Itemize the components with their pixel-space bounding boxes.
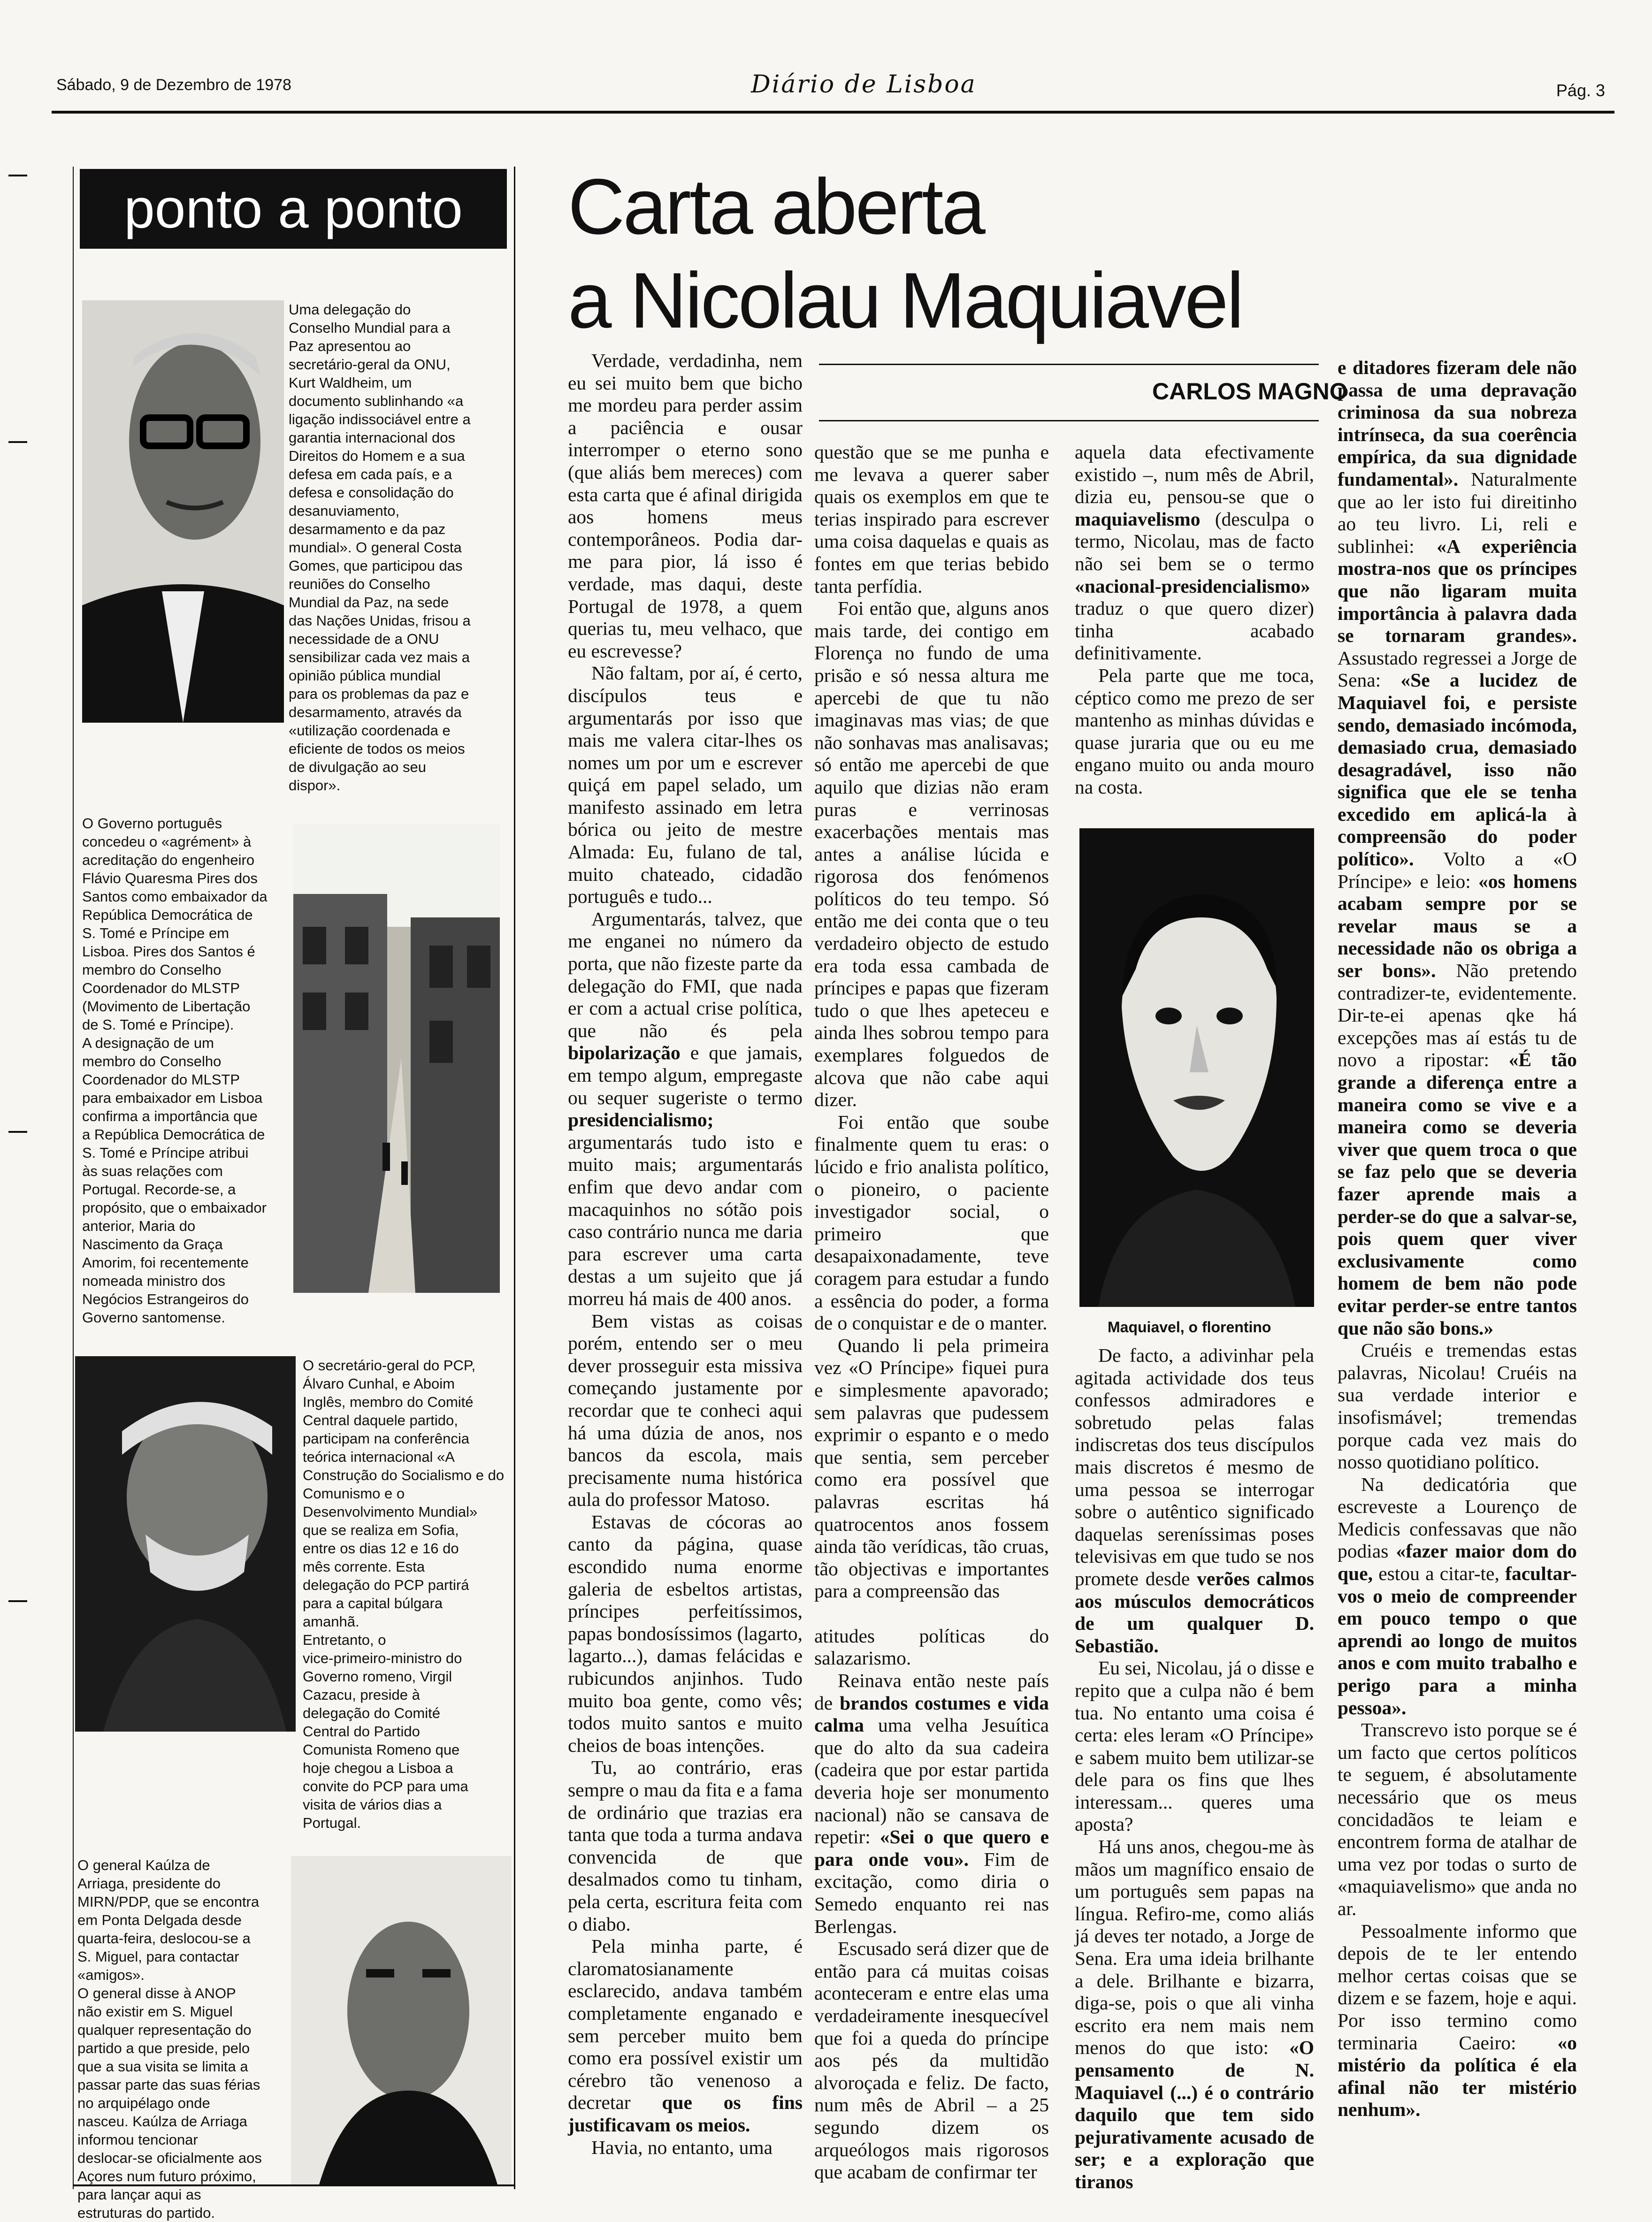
- portrait-caption: Maquiavel, o florentino: [1108, 1319, 1271, 1336]
- byline-rule-bottom: [819, 420, 1319, 421]
- article-byline: CARLOS MAGNO: [1152, 378, 1348, 405]
- brief-photo-street: [293, 824, 500, 1293]
- sidebar-border-left: [73, 167, 74, 2189]
- issue-date: Sábado, 9 de Dezembro de 1978: [56, 76, 291, 94]
- brief-photo-portrait: [82, 300, 284, 723]
- article-headline-line2: a Nicolau Maquiavel: [568, 256, 1242, 344]
- page-header: [56, 70, 1614, 103]
- article-column-4: e ditadores fizeram dele não passa de uma depravação criminosa da sua nobreza intrínseca, da sua coerência empírica, da sua dignidade fundamental». Naturalmente que ao ler isto fui direitinho ao teu livro. Li, reli e sublinhei: «A experiência mostra-nos que os príncipes que não ligaram muita importância à palavra dada se tornaram grandes». Assustado regressei a Jorge de Sena: «Se a lucidez de Maquiavel foi, e persiste sendo, demasiado incómoda, demasiado crua, demasiado desagradável, isso não significa que ele se tenha excedido em aplicá-la à compreensão do poder político». Volto a «O Príncipe» e leio: «os homens acabam sempre por se revelar maus se a necessidade não os obriga a ser bons». Não pretendo contradizer-te, evidentemente. Dir-te-ei apenas qke há excepções mas aí estás tu de novo a ripostar: «É tão grande a diferença entre a maneira como se vive e a maneira como se deveria viver que quem troca o que se faz pelo que se deveria fazer aprende mais a perder-se do que a salvar-se, pois quem quer viver exclusivamente como homem de bem não pode evitar perder-se entre tantos que não são bons.» Cruéis e tremendas estas palavras, Nicolau! Cruéis na sua verdade interior e insofismável; tremendas porque cada vez mais do nosso quotidiano político. Na dedicatória que escreveste a Lourenço de Medicis confessavas que não podias «fazer maior dom do que, estou a citar-te, facultar-vos o meio de compreender em pouco tempo o que aprendi ao longo de muitos anos e com muito trabalho e perigo para a minha pessoa». Transcrevo isto porque se é um facto que certos políticos te seguem, é absolutamente necessário que os meus concidadãos te leiam e encontrem forma de atalhar de uma vez por todas o surto de «maquiavelismo» que anda no ar. Pessoalmente informo que depois de te ler entendo melhor certas coisas que se dizem e se fazem, hoje e aqui. Por isso termino como terminaria Caeiro: «o mistério da política é ela afinal não ter mistério nenhum».: [1338, 357, 1577, 2121]
- section-kicker: ponto a ponto: [80, 169, 507, 249]
- newspaper-title: Diário de Lisboa: [751, 70, 977, 99]
- brief-text-2: O Governo português concedeu o «agrément» à acreditação do engenheiro Flávio Quaresma Pires dos Santos como embaixador da República Democrática de S. Tomé e Príncipe em Lisboa. Pires dos Santos é membro do Conselho Coordenador do MLSTP (Movimento de Libertação de S. Tomé e Príncipe). A designação de um membro do Conselho Coordenador do MLSTP para embaixador em Lisboa confirma a importância que a República Democrática de S. Tomé e Príncipe atribui às suas relações com Portugal. Recorde-se, a propósito, que o embaixador anterior, Maria do Nascimento da Graça Amorim, foi recentemente nomeada ministro dos Negócios Estrangeiros do Governo santomense.: [82, 815, 268, 1326]
- article-column-3-top: aquela data efectivamente existido –, num mês de Abril, dizia eu, pensou-se que o maquiavelismo (desculpa o termo, Nicolau, mas de facto não sei bem se o termo «nacional-presidencialismo» traduz o que quero dizer) tinha acabado definitivamente. Pela parte que me toca, céptico como me prezo de ser mantenho as minhas dúvidas e quase juraria que ou eu me engano muito ou anda mouro na costa.: [1075, 441, 1314, 798]
- brief-text-1: Uma delegação do Conselho Mundial para a Paz apresentou ao secretário-geral da ONU, Kurt Waldheim, um documento sublinhando «a ligação indissociável entre a garantia internacional dos Direitos do Homem e a sua defesa em cada país, e a defesa e consolidação do desanuviamento, desarmamento e da paz mundial». O general Costa Gomes, que participou das reuniões do Conselho Mundial da Paz, na sede das Nações Unidas, frisou a necessidade de a ONU sensibilizar cada vez mais a opinião pública mundial para os problemas da paz e desarmamento, através da «utilização coordenada e eficiente de todos os meios de divulgação ao seu dispor».: [289, 301, 471, 794]
- article-column-1: Verdade, verdadinha, nem eu sei muito bem que bicho me mordeu para perder assim a paciência e ousar interromper o eterno sono (que aliás bem mereces) com esta carta que é afinal dirigida aos homens meus contemporâneos. Podia dar-me para pior, lá isso é verdade, mas daqui, deste Portugal de 1978, a quem querias tu, meu velhaco, que eu escrevesse? Não faltam, por aí, é certo, discípulos teus e argumentarás por isso que mais me valera citar-lhes os nomes um por um e escrever quiçá em papel selado, um manifesto assinado em letra bórica ou jeito de mestre Almada: Eu, fulano de tal, muito chateado, cidadão português e tudo... Argumentarás, talvez, que me enganei no número da porta, que não fizeste parte da delegação do FMI, que nada er com a actual crise política, que não és pela bipolarização e que jamais, em tempo algum, empregaste ou sequer sugeriste o termo presidencialismo; argumentarás tudo isto e muito mais; argumentarás enfim que devo andar com macaquinhos no sótão pois caso contrário nunca me daria para escrever uma carta destas a um sujeito que já morreu há mais de 400 anos. Bem vistas as coisas porém, entendo ser o meu dever prosseguir esta missiva começando justamente por recordar que te conheci aqui há uma dúzia de anos, nos bancos da escola, mais precisamente numa histórica aula do professor Matoso. Estavas de cócoras ao canto da página, quase escondido numa enorme galeria de esbeltos artistas, príncipes perfeitíssimos, papas bondosíssimos (lagarto, lagarto...), damas felácidas e rubicundos anjinhos. Tudo muito boa gente, como vês; todos muito santos e muito cheios de boas intenções. Tu, ao contrário, eras sempre o mau da fita e a fama de ordinário que trazias era tanta que toda a turma andava convencida de que desalmados como tu tinham, pela certa, escritura feita com o diabo. Pela minha parte, é claromatosianamente esclarecido, andava também completamente enganado e sem perceber muito bem como era possível existir um cérebro tão venenoso a decretar que os fins justificavam os meios. Havia, no entanto, uma: [568, 350, 803, 2158]
- article-headline-line1: Carta aberta: [568, 162, 984, 251]
- machiavelli-portrait: [1079, 828, 1314, 1307]
- brief-photo-arriaga: [291, 1856, 512, 2184]
- article-column-2: questão que se me punha e me levava a querer saber quais os exemplos em que te terias inspirado para escrever uma coisa daquelas e quais as fontes em que terias bebido tanta perfídia. Foi então que, alguns anos mais tarde, dei contigo em Florença no fundo de uma prisão e só nessa altura me apercebi de que tu não imaginavas mas vias; de que não sonhavas mas analisavas; só então me apercebi de que aquilo que dizias não eram puras e verrinosas exacerbações mentais mas antes a análise lúcida e rigorosa dos fenómenos políticos do teu tempo. Só então me dei conta que o teu verdadeiro objecto de estudo era toda essa cambada de príncipes e papas que fizeram tudo o que lhes apeteceu e ainda lhes sobrou tempo para exemplares folguedos de alcova que não cabe aqui dizer. Foi então que soube finalmente quem tu eras: o lúcido e frio analista político, o pioneiro, o paciente investigador social, o primeiro que desapaixonadamente, teve coragem para estudar a fundo a essência do poder, a forma de o conquistar e de o manter. Quando li pela primeira vez «O Príncipe» fiquei pura e simplesmente apavorado; sem palavras que pudessem exprimir o espanto e o medo que sentia, sem perceber como era possível que palavras escritas há quatrocentos anos fossem ainda tão verídicas, tão cruas, tão objectivas e importantes para a compreensão das atitudes políticas do salazarismo. Reinava então neste país de brandos costumes e vida calma uma velha Jesuítica que do alto da sua cadeira (cadeira que por estar partida deveria hoje ser monumento nacional) não se cansava de repetir: «Sei o que quero e para onde vou». Fim de excitação, como diria o Semedo enquanto rei nas Berlengas. Escusado será dizer que de então para cá muitas coisas aconteceram e entre elas uma verdadeiramente inesquecível que foi a queda do príncipe aos pés da multidão alvoroçada e feliz. De facto, num mês de Abril – a 25 segundo dizem os arqueólogos mais rigorosos que acabam de confirmar ter: [814, 441, 1049, 2183]
- article-column-3-bottom: De facto, a adivinhar pela agitada actividade dos teus confessos admiradores e sobretudo pelas falas indiscretas dos teus discípulos mais discretos é mesmo de uma pessoa se interrogar sobre o autêntico significado daquelas sereníssimas poses televisivas em que tudo se nos promete desde verões calmos aos músculos democráticos de um qualquer D. Sebastião. Eu sei, Nicolau, já o disse e repito que a culpa não é bem tua. No entanto uma coisa é certa: eles leram «O Príncipe» e sabem muito bem utilizar-se dele para os fins que lhes interessam... queres uma aposta? Há uns anos, chegou-me às mãos um magnífico ensaio de um português sem papas na língua. Refiro-me, como aliás já deves ter notado, a Jorge de Sena. Era uma ideia brilhante a dele. Brilhante e bizarra, diga-se, pois o que ali vinha escrito era nem mais nem menos do que isto: «O pensamento de N. Maquiavel (...) é o contrário daquilo que tem sido pejurativamente acusado de ser; e a exploração que tiranos: [1075, 1344, 1314, 2192]
- sidebar-border-right: [514, 167, 515, 2189]
- brief-text-4: O general Kaúlza de Arriaga, presidente do MIRN/PDP, que se encontra em Ponta Delgada desde quarta-feira, deslocou-se a S. Miguel, para contactar «amigos». O general disse à ANOP não existir em S. Miguel qualquer representação do partido a que preside, pelo que a sua visita se limita a passar parte das suas férias no arquipélago onde nasceu. Kaúlza de Arriaga informou tencionar deslocar-se oficialmente aos Açores num futuro próximo, para lançar aqui as estruturas do partido.: [77, 1857, 262, 2221]
- header-rule: [52, 111, 1614, 114]
- brief-text-3: O secretário-geral do PCP, Álvaro Cunhal, e Aboim Inglês, membro do Comité Central daquele partido, participam na conferência teórica internacional «A Construção do Socialismo e do Comunismo e o Desenvolvimento Mundial» que se realiza em Sofia, entre os dias 12 e 16 do mês corrente. Esta delegação do PCP partirá para a capital búlgara amanhã. Entretanto, o vice-primeiro-ministro do Governo romeno, Virgil Cazacu, preside à delegação do Comité Central do Partido Comunista Romeno que hoje chegou a Lisboa a convite do PCP para uma visita de vários dias a Portugal.: [303, 1357, 505, 1831]
- byline-rule-top: [819, 364, 1319, 365]
- brief-photo-cunhal: [75, 1356, 296, 1732]
- page-number: Pág. 3: [1556, 81, 1605, 100]
